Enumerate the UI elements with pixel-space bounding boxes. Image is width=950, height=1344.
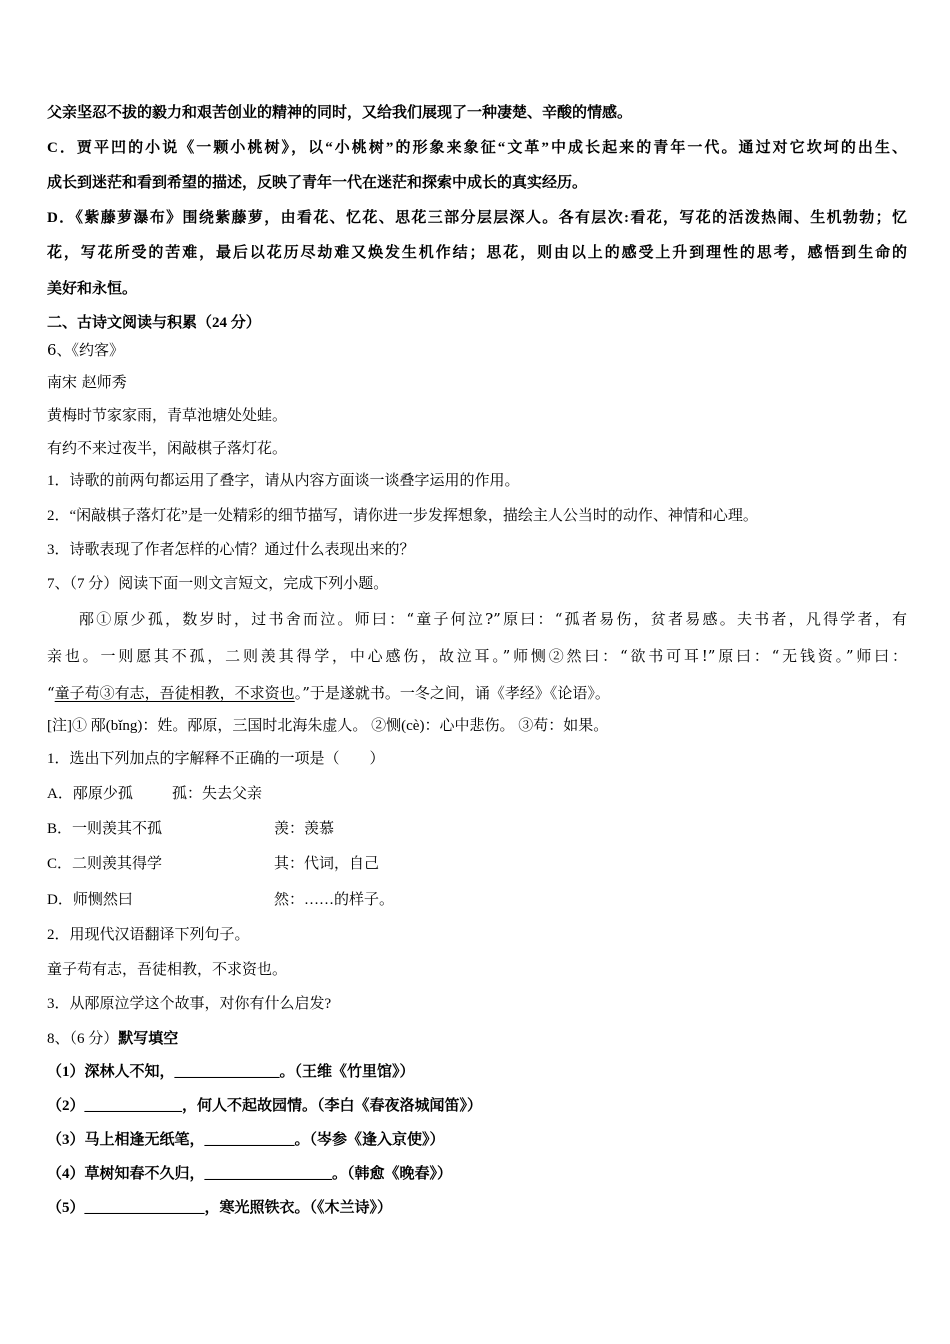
- fill-item-4-source: 。（韩愈《晚春》）: [332, 1166, 453, 1182]
- section-title: 二、古诗文阅读与积累（24 分）: [47, 315, 261, 331]
- fill-blank-1[interactable]: ______________: [174, 1064, 280, 1080]
- option-c-word: C．二则羡其得学: [47, 856, 163, 872]
- option-d-line3: 美好和永恒。: [47, 281, 138, 297]
- option-d-line1: D．《紫藤萝瀑布》围绕紫藤萝，由看花、忆花、思花三部分层层深人。各有层次:看花，写花的活泼热闹、生机勃勃；忆: [47, 210, 907, 226]
- fill-blank-2[interactable]: _____________: [84, 1098, 183, 1114]
- option-c-line2: 成长到迷茫和看到希望的描述，反映了青年一代在迷茫和探索中成长的真实经历。: [47, 175, 588, 191]
- fill-item-2-source: ，何人不起故园情。（李白《春夜洛城闻笛》）: [182, 1098, 483, 1114]
- option-a-word: A．邴原少孤: [47, 786, 133, 802]
- q7-sub1: 1．选出下列加点的字解释不正确的一项是（ ）: [47, 751, 385, 767]
- option-c-continued: 父亲坚忍不拔的毅力和艰苦创业的精神的同时，又给我们展现了一种凄楚、辛酸的情感。: [47, 105, 633, 121]
- option-c: [47, 854, 380, 874]
- option-c-line1: C．贾平凹的小说《一颗小桃树》，以“小桃树”的形象来象征“文革”中成长起来的青年一代。通过对它坎坷的出生、: [47, 140, 907, 156]
- option-b-word: B．一则羡其不孤: [47, 821, 163, 837]
- passage-line2: 亲也。一则愿其不孤，二则羡其得学，中心感伤，故泣耳。”师恻②然曰：“欲书可耳!”原曰：“无钱资。”师曰：: [47, 647, 907, 665]
- poem-author: 南宋 赵师秀: [47, 373, 127, 391]
- option-b: [47, 819, 335, 839]
- option-d: [47, 890, 395, 910]
- option-d-word: D．师恻然曰: [47, 892, 133, 908]
- fill-item-5: [47, 1198, 392, 1218]
- q8-number: 8、（6 分）: [47, 1031, 119, 1047]
- fill-item-3-source: 。（岑参《逢入京使》）: [294, 1132, 445, 1148]
- fill-item-2: [47, 1096, 482, 1116]
- q6-sub3: 3．诗歌表现了作者怎样的心情？通过什么表现出来的？: [47, 542, 415, 558]
- passage-note: [注]① 邴(bǐng)：姓。邴原，三国时北海朱虚人。 ②恻(cè)：心中悲伤。 ③苟：如果。: [47, 718, 609, 734]
- fill-item-3-prompt: （3）马上相逢无纸笔，: [47, 1132, 205, 1148]
- q7-sub2: 2．用现代汉语翻译下列句子。: [47, 927, 250, 943]
- fill-item-1-prompt: （1）深林人不知，: [47, 1064, 175, 1080]
- quote-open: “: [47, 684, 55, 702]
- option-d-meaning: 然：……的样子。: [274, 892, 395, 908]
- fill-blank-4[interactable]: _________________: [204, 1166, 333, 1182]
- q6-sub1: 1．诗歌的前两句都运用了叠字，请从内容方面谈一谈叠字运用的作用。: [47, 473, 520, 489]
- option-c-meaning: 其：代词，自己: [274, 856, 380, 872]
- q6-title: 6、《约客》: [47, 341, 125, 359]
- q8-title: [47, 1029, 178, 1049]
- option-b-meaning: 羡：羡慕: [274, 821, 335, 837]
- fill-item-4-prompt: （4）草树知春不久归，: [47, 1166, 205, 1182]
- underlined-sentence: 童子苟③有志，吾徒相教，不求资也: [54, 684, 295, 702]
- fill-item-5-source: ，寒光照铁衣。（《木兰诗》）: [204, 1200, 393, 1216]
- passage-line3-rest: 。”于是遂就书。一冬之间，诵《孝经》《论语》。: [294, 684, 610, 702]
- passage-line3: [47, 683, 610, 703]
- q7-title: 7、（7 分）阅读下面一则文言短文，完成下列小题。: [47, 576, 389, 592]
- option-a: [47, 784, 263, 804]
- fill-blank-5[interactable]: ________________: [84, 1200, 205, 1216]
- q7-sub3: 3．从邴原泣学这个故事，对你有什么启发?: [47, 996, 332, 1012]
- poem-line-2: 有约不来过夜半，闲敲棋子落灯花。: [47, 439, 288, 457]
- passage-line1: 邴①原少孤，数岁时，过书舍而泣。师曰：“童子何泣?”原曰：“孤者易伤，贫者易感。夫书者，凡得学者，有: [79, 610, 907, 628]
- fill-item-3: [47, 1130, 445, 1150]
- q6-sub2: 2．“闲敲棋子落灯花”是一处精彩的细节描写，请你进一步发挥想象，描绘主人公当时的动作、神情和心理。: [47, 508, 758, 524]
- q8-heading: 默写填空: [118, 1031, 179, 1047]
- option-d-line2: 花，写花所受的苦难，最后以花历尽劫难又焕发生机作结；思花，则由以上的感受上升到理性的思考，感悟到生命的: [47, 245, 907, 261]
- fill-blank-3[interactable]: ____________: [204, 1132, 295, 1148]
- q7-sub2-sentence: 童子苟有志，吾徒相教，不求资也。: [47, 962, 288, 978]
- option-a-meaning: 孤：失去父亲: [172, 786, 263, 802]
- fill-item-5-prompt: （5）: [47, 1200, 85, 1216]
- fill-item-2-prompt: （2）: [47, 1098, 85, 1114]
- poem-line-1: 黄梅时节家家雨，青草池塘处处蛙。: [47, 406, 288, 424]
- fill-item-1: [47, 1062, 415, 1082]
- fill-item-1-source: 。（王维《竹里馆》）: [279, 1064, 415, 1080]
- fill-item-4: [47, 1164, 452, 1184]
